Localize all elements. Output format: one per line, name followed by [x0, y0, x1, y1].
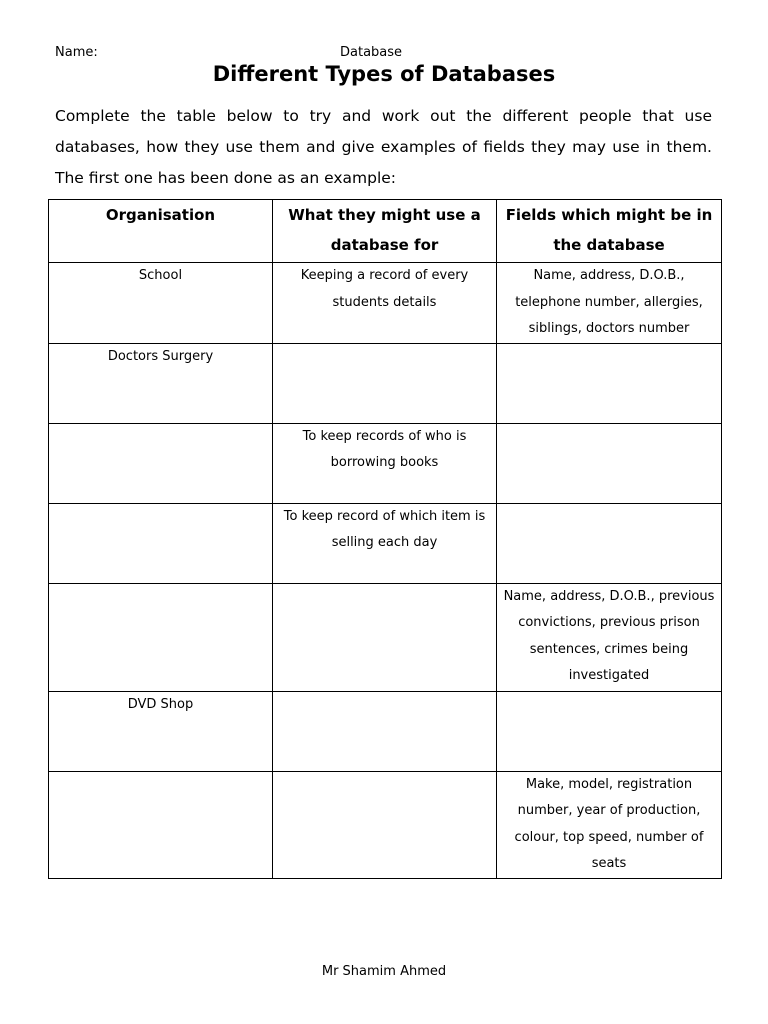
- table-header-row: [49, 200, 722, 263]
- cell-fields: [497, 503, 722, 583]
- subject-label: Database: [340, 45, 403, 60]
- cell-organisation: [49, 583, 273, 691]
- cell-organisation: DVD Shop: [49, 691, 273, 771]
- table-row: [49, 583, 722, 691]
- cell-database-use: To keep record of which item is selling each day: [273, 503, 497, 583]
- cell-organisation: [49, 503, 273, 583]
- author-footer: Mr Shamim Ahmed: [321, 964, 447, 979]
- cell-organisation: [49, 423, 273, 503]
- cell-fields: Make, model, registration number, year of production, colour, top speed, number of seats: [497, 771, 722, 878]
- cell-fields: [497, 691, 722, 771]
- worksheet-title: Different Types of Databases: [212, 62, 556, 86]
- header-organisation: Organisation: [49, 200, 273, 263]
- instructions-paragraph: Complete the table below to try and work out the different people that use databases, how they use them and give examples of fields they may use in them. The first one has been done as an example:: [55, 107, 712, 187]
- cell-organisation: School: [49, 263, 273, 344]
- cell-database-use: [273, 691, 497, 771]
- cell-organisation: [49, 771, 273, 878]
- table-row: [49, 263, 722, 344]
- cell-fields: Name, address, D.O.B., previous convictions, previous prison sentences, crimes being investigated: [497, 583, 722, 691]
- database-types-table: [48, 199, 722, 879]
- name-label: Name:: [55, 45, 98, 60]
- cell-fields: Name, address, D.O.B., telephone number, allergies, siblings, doctors number: [497, 263, 722, 344]
- table-row: [49, 343, 722, 423]
- cell-database-use: Keeping a record of every students details: [273, 263, 497, 344]
- cell-database-use: To keep records of who is borrowing books: [273, 423, 497, 503]
- table-row: [49, 503, 722, 583]
- cell-fields: [497, 343, 722, 423]
- header-fields: Fields which might be in the database: [497, 200, 722, 263]
- cell-organisation: Doctors Surgery: [49, 343, 273, 423]
- cell-database-use: [273, 343, 497, 423]
- header-database-use: What they might use a database for: [273, 200, 497, 263]
- cell-database-use: [273, 583, 497, 691]
- table-row: [49, 771, 722, 878]
- table-row: [49, 691, 722, 771]
- cell-fields: [497, 423, 722, 503]
- table-row: [49, 423, 722, 503]
- cell-database-use: [273, 771, 497, 878]
